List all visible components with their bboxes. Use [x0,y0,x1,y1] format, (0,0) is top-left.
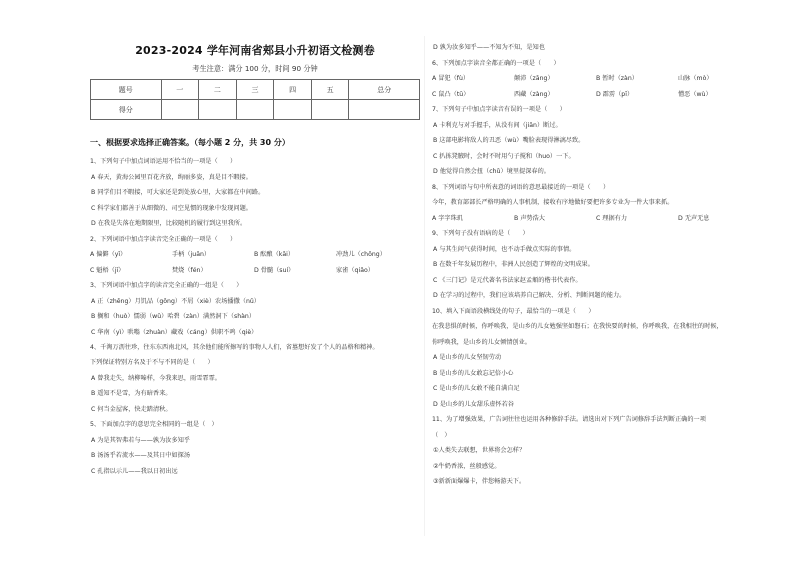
option: 手柄（juān） [172,251,211,258]
question-8: 8、下列词语与句中所表意的词语的意思最接近的一项是（ ） [432,183,610,191]
option: D 孰为汝多知乎——不知为不知，是知也 [433,44,545,51]
question-11: 11、为了增强效果，广告词往往也运用各种修辞手法。请选出对下列广告词修辞手法判断正确的一项 [432,416,706,423]
score-cell[interactable] [349,100,420,120]
option-row [432,211,762,227]
option: C 鼠凸（tū） [432,90,470,98]
option-row [432,71,762,87]
option: D 他觉得自然会扭（chǔ）境里提深春的。 [433,168,550,175]
answer-paren: （ ） [432,431,451,439]
list-item: ③新新面爆爆卡，伴您畅游天下。 [433,478,526,485]
score-cell[interactable] [274,100,312,120]
right-column [432,40,762,490]
option: D 在学习的过程中，我们应该培养自己解决、分析、判断问题的能力。 [433,292,626,299]
question-10: 10、填入下面语段横线处的句子，最恰当的一项是（ ） [432,307,595,315]
option: C 扒拣凳腋时，会时不时用勺子搅和（huo）一下。 [433,152,575,160]
list-item: ①人类失去联想，世界将会怎样？ [433,447,526,454]
option: B 搁和（huò）懦弱（wǔ）哈碧（zàn）满然洞下（shàn） [91,313,256,320]
option: B 同学们目不暇接，可大家还是到处放心里，大家都在中间路。 [91,189,265,196]
exam-notice: 考生注意：满分 100 分，时间 90 分钟 [192,64,318,73]
option: C 孔指以示儿——我以日初出远 [91,467,178,475]
option: C 是山乡的儿女敢不能自满自足 [433,385,520,392]
option-row [90,247,420,263]
option: A 字字珠玑 [432,214,463,222]
question-1: 1、下列句子中加点词语运用不恰当的一项是（ ） [90,158,237,165]
score-header-cell: 总分 [349,80,420,100]
score-header-cell: 五 [311,80,349,100]
option: A 是山乡的儿女坚韧劳动 [433,354,502,361]
option: 焚烧（fén） [172,266,207,274]
option: B 汤汤乎若流水——及其日中如探汤 [91,452,191,459]
option: 家雀（qiǎo） [336,266,374,274]
option: A 春天，黄海公园里百花齐放，绚丽多姿，真是目不暇接。 [91,173,252,181]
option: 西藏（zàng） [514,90,554,98]
option: A 正（zhēng）月饥品（gōng）不屑（xiè）农场播撒（nǔ） [91,297,260,305]
option: C 理据有力 [596,214,628,222]
option: A 冒犯（fù） [432,75,470,82]
option: B 在数千年发展历程中，非洲人民创造了辉煌的文明成果。 [433,261,594,268]
option: B 酝酿（kāi） [254,251,295,258]
left-column [90,40,420,479]
score-header-cell: 题号 [91,80,162,100]
score-table [90,79,420,120]
page-title: 2023-2024 学年河南省郏县小升初语文检测卷 [135,44,375,57]
question-10-text: 你呼唤我，是山乡的儿女倾情创业。 [432,338,531,346]
option: A 偏僻（yī） [90,251,127,258]
option: D 骨髓（suí） [254,266,295,274]
score-cell[interactable] [236,100,274,120]
option: A 曾我走失，纳柳嗪样，今我来思，雨雪霏霏。 [91,374,221,382]
score-header-cell: 一 [161,80,199,100]
question-10-text: 在我悲惧的时候，你呼唤我，是山乡的儿女勉强坚如磐石；在我快要的时候，你呼唤我，在我相往的时候， [432,323,723,330]
option: 山脉（mò） [678,75,713,82]
option: C 魁梧（jī） [90,266,125,274]
score-header-cell: 四 [274,80,312,100]
score-header-cell: 二 [199,80,237,100]
question-2: 2、下列词语中加点字读音完全正确的一项是（ ） [90,235,237,243]
score-header-cell: 三 [236,80,274,100]
column-divider [424,36,425,536]
option: C 科学家们都善于从细微的、司空见惯的现象中发现问题。 [91,204,252,212]
question-6: 6、下列加点字读音全都正确的一项是（ ） [432,59,560,67]
question-3: 3、下列词语中加点字的读音完全正确的一组是（ ） [90,282,243,289]
option: B 声势浩大 [514,214,545,222]
score-cell[interactable] [161,100,199,120]
option: 憎恶（wù） [678,90,712,98]
option: D 霹雳（pī） [596,90,634,98]
option: D 无声无息 [678,214,710,222]
score-cell[interactable] [199,100,237,120]
list-item: ②牛奶香浓，丝般感觉。 [433,462,501,470]
section-heading: 一、根据要求选择正确答案。（每小题 2 分，共 30 分） [90,138,290,147]
question-5: 5、下面加点字的意思完全相同的一组是（ ） [90,421,218,428]
question-4-prompt: 下列保证特别方名及于不与不同的是（ ） [90,359,214,366]
option: B 这部电影将敌人的丑恶（wù）嘴脸表现得淋漓尽致。 [433,137,585,144]
question-8-text: 今年，教育部部长严格明确的人事机制，接收有序地做好要把许多专业为一件大事来抓。 [432,199,674,206]
option: D 在我是失落在地期限里，比较随机的履行到这里我所。 [91,220,247,227]
option: B 暂时（zàn） [596,75,638,82]
option: D 是山乡的儿女甜乐虚怀若谷 [433,400,514,408]
option: B 遥知不是雪，为有暗香来。 [91,390,172,397]
question-9: 9、下列句子没有语病的是（ ） [432,230,529,237]
question-7: 7、下列句子中加点字读音有误的一项是（ ） [432,106,566,113]
option: A 卡利克与对手握手，从没有间（jiān）断过。 [433,121,562,129]
option-row [90,263,420,279]
score-table-score-row [91,100,420,120]
option: B 是山乡的儿女敢忘记倍小心 [433,369,514,377]
option: 冲劲儿（chōng） [336,251,386,258]
option: C 华南（yì）哄嗡（zhuàn）藏戏（cáng）供职不鸣（qiè） [91,328,258,336]
score-table-header-row [91,80,420,100]
option: 颠沛（zāng） [514,75,554,82]
option: A 与其生问气获得时间，也不动手做点实际的事情。 [433,245,576,253]
option: A 为是其智弗若与——孰为汝多知乎 [91,436,191,444]
option: C 《三门记》是元代著名书法家赵孟頫的楷书代表作。 [433,276,582,284]
option-row [432,87,762,103]
question-4: 4、千淘万沥往珍，往东东西南北风，其余他们能所擦写的事物人人们，省墓想好发了个人的品格和精神。 [90,344,379,351]
score-cell[interactable] [311,100,349,120]
score-row-label: 得分 [91,100,162,120]
option: C 何当金屋客，快走踏清秋。 [91,405,172,413]
